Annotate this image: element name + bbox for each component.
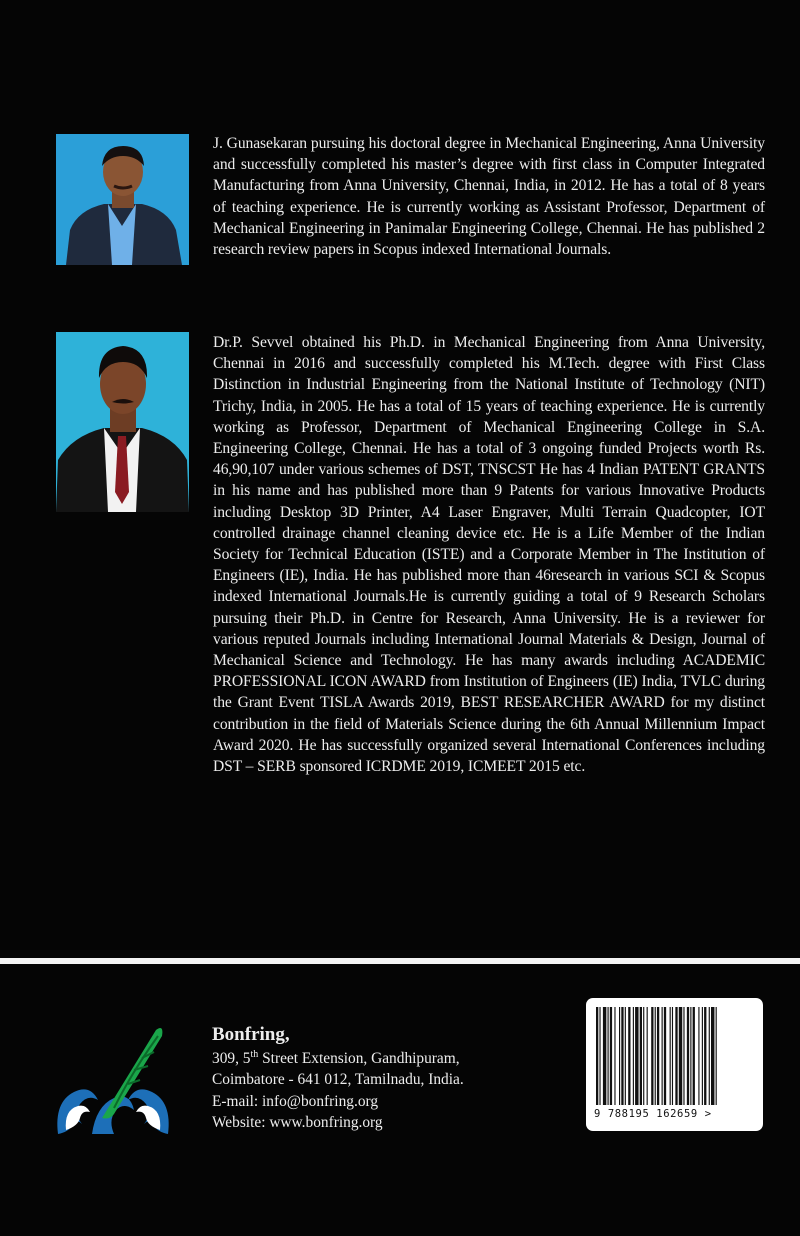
barcode-bar xyxy=(709,1007,710,1105)
barcode-bar xyxy=(702,1007,703,1105)
barcode-bar xyxy=(662,1007,663,1105)
barcode-bar xyxy=(614,1007,615,1105)
barcode-bar xyxy=(672,1007,673,1105)
barcode-bar xyxy=(716,1007,717,1105)
barcode-bar xyxy=(704,1007,706,1105)
publisher-email: E-mail: info@bonfring.org xyxy=(212,1092,379,1110)
publisher-address-street xyxy=(212,1048,572,1069)
publisher-website: Website: www.bonfring.org xyxy=(212,1113,383,1131)
barcode-bar xyxy=(643,1007,644,1105)
barcode-bar xyxy=(687,1007,689,1105)
author-1-bio: J. Gunasekaran pursuing his doctoral degree in Mechanical Engineering, Anna University and successfully completed his master’s degree with first class in Computer Integrated Manufacturing from Anna University, Chennai, India, in 2012. He has a total of 8 years of teaching experience. He is currently working as Assistant Professor, Department of Mechanical Engineering in Panimalar Engineering College, Chennai. He has published 2 research review papers in Scopus indexed International Journals. xyxy=(213,135,765,259)
barcode-bar xyxy=(655,1007,656,1105)
author-2-portrait xyxy=(56,332,189,512)
barcode-bar xyxy=(670,1007,671,1105)
address-prefix: 309, 5 xyxy=(212,1050,251,1067)
barcode-bar xyxy=(647,1007,648,1105)
barcode-bar xyxy=(619,1007,620,1105)
barcode-bar xyxy=(603,1007,606,1105)
address-superscript: th xyxy=(250,1048,259,1060)
barcode-bar xyxy=(610,1007,612,1105)
barcode-bar xyxy=(640,1007,642,1105)
author-1-photo xyxy=(56,134,189,265)
bonfring-logo xyxy=(52,1022,174,1137)
author-2-photo xyxy=(56,332,189,512)
barcode-bar xyxy=(621,1007,623,1105)
author-2-bio: Dr.P. Sevvel obtained his Ph.D. in Mechanical Engineering from Anna University, Chennai in 2016 and successfully completed his M.Tech. degree with First Class Distinction in Industrial Engineering from the National Institute of Technology (NIT) Trichy, India, in 2005. He has a total of 15 years of teaching experience. He is currently working as Professor, Department of Mechanical Engineering College in S.A. Engineering College, Chennai. He has a total of 3 ongoing funded Projects worth Rs. 46,90,107 under various schemes of DST, TNSCST He has 4 Indian PATENT GRANTS in his name and has published more than 9 Patents for various Innovative Products including Desktop 3D Printer, A4 Laser Engraver, Multi Terrain Quadcopter, IOT controlled drainage channel cleaning device etc. He is a Life Member of the Indian Society for Technical Education (ISTE) and a Corporate Member in The Institution of Engineers (IE), India. He has published more than 46research in various SCI & Scopus indexed International Journals.He is currently guiding a total of 9 Research Scholars pursuing their Ph.D. in Centre for Research, Anna University. He is a reviewer for various reputed Journals including International Journal Materials & Design, Journal of Mechanical Science and Technology. He has many awards including ACADEMIC PROFESSIONAL ICON AWARD from Institution of Engineers (IE) India, TVLC during the Grant Event TISLA Awards 2019, BEST RESEARCHER AWARD for my distinct contribution in the field of Materials Science during the 6th Annual Millennium Impact Award 2020. He has successfully organized several International Conferences including DST – SERB sponsored ICRDME 2019, ICMEET 2015 etc. xyxy=(213,334,765,776)
barcode-bars-icon xyxy=(596,1007,754,1107)
barcode-bar xyxy=(690,1007,691,1105)
barcode-bar xyxy=(698,1007,699,1105)
barcode-bar xyxy=(596,1007,598,1105)
barcode-bar xyxy=(679,1007,682,1105)
barcode-bar xyxy=(608,1007,609,1105)
section-divider xyxy=(0,958,800,964)
quill-wave-logo-icon xyxy=(52,1022,174,1137)
address-suffix: Street Extension, Gandhipuram, xyxy=(258,1050,460,1067)
publisher-address-city: Coimbatore - 641 012, Tamilnadu, India. xyxy=(212,1071,464,1089)
barcode-bar xyxy=(675,1007,677,1105)
barcode-bar xyxy=(651,1007,653,1105)
publisher-name: Bonfring, xyxy=(212,1024,290,1045)
publisher-info xyxy=(212,1022,572,1133)
barcode-bar xyxy=(711,1007,714,1105)
barcode-bar xyxy=(628,1007,630,1105)
barcode-bar xyxy=(625,1007,626,1105)
isbn-barcode xyxy=(586,998,763,1131)
author-1-portrait xyxy=(56,134,189,265)
barcode-bar xyxy=(683,1007,684,1105)
barcode-digits: 9 788195 162659 > xyxy=(594,1108,712,1120)
barcode-bar xyxy=(664,1007,666,1105)
barcode-bar xyxy=(633,1007,634,1105)
barcode-bar xyxy=(657,1007,659,1105)
barcode-bar xyxy=(635,1007,638,1105)
barcode-bar xyxy=(599,1007,600,1105)
barcode-bar xyxy=(693,1007,695,1105)
